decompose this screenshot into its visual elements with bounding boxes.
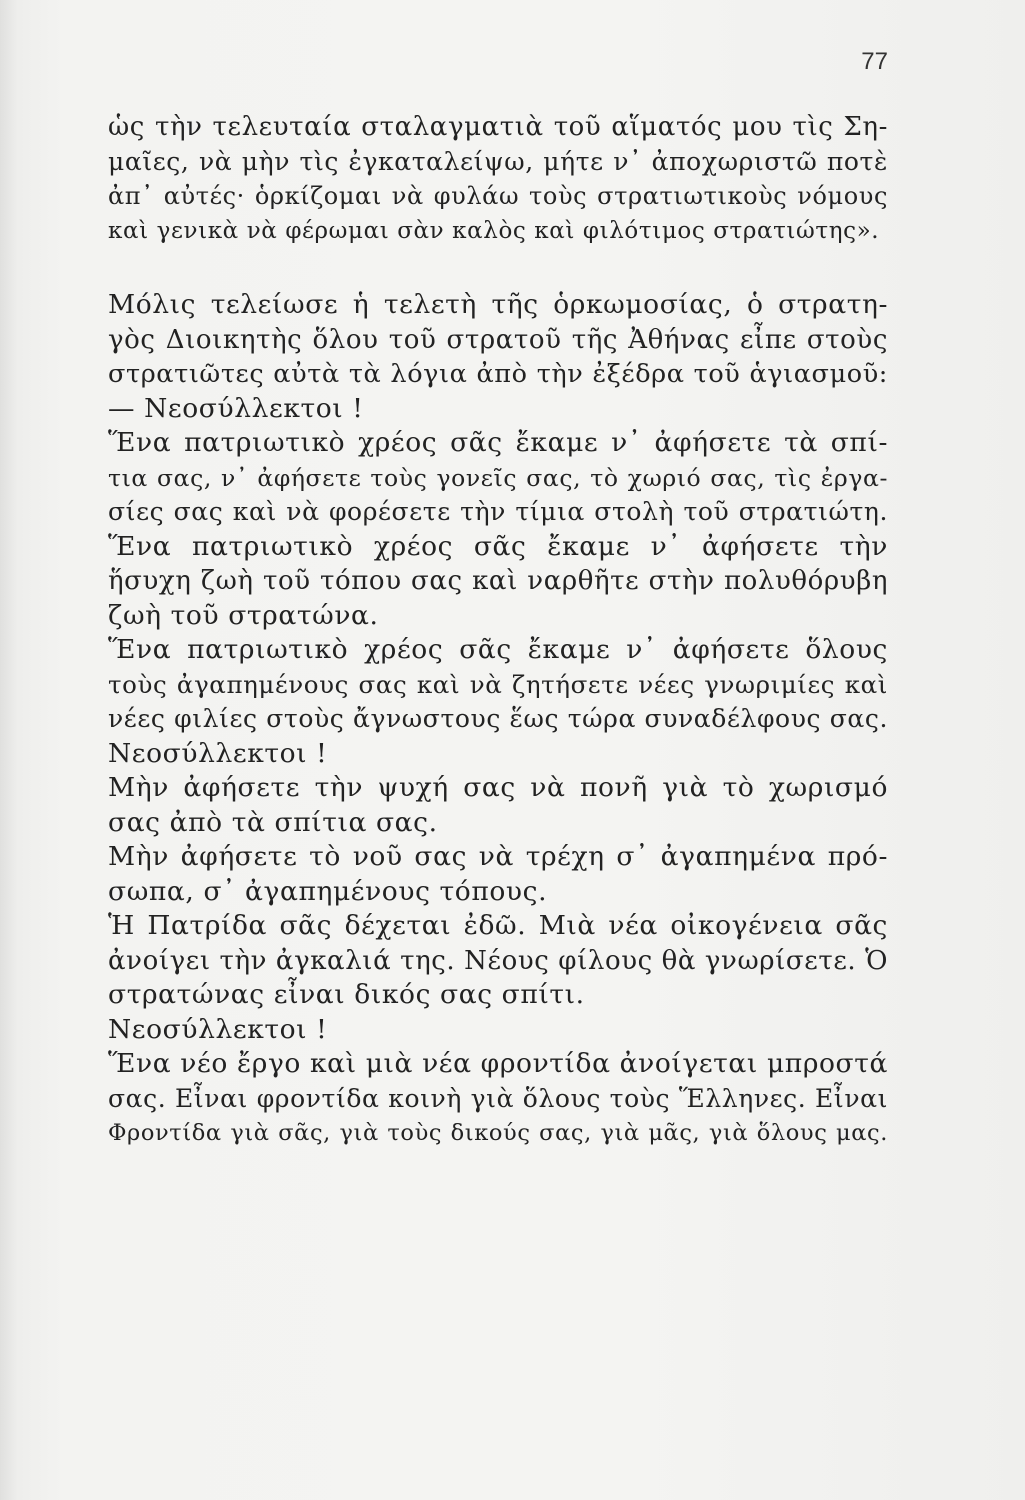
text-line: τια σας, ν᾽ ἀφήσετε τοὺς γονεῖς σας, τὸ χωριό σας, τὶς ἐργα-: [108, 463, 888, 492]
text-line: γὸς Διοικητὴς ὅλου τοῦ στρατοῦ τῆς Ἀθήνας εἶπε στοὺς: [108, 324, 888, 355]
text-line: Μὴν ἀφήσετε τὴν ψυχή σας νὰ πονῆ γιὰ τὸ χωρισμό: [108, 772, 888, 803]
text-line: σίες σας καὶ νὰ φορέσετε τὴν τίμια στολὴ τοῦ στρατιώτη.: [108, 497, 888, 526]
text-line: νέες φιλίες στοὺς ἄγνωστους ἕως τώρα συναδέλφους σας.: [108, 704, 888, 733]
text-line: σας ἀπὸ τὰ σπίτια σας.: [108, 806, 438, 838]
text-line: Ἡ Πατρίδα σᾶς δέχεται ἐδῶ. Μιὰ νέα οἰκογένεια σᾶς: [108, 910, 888, 941]
text-line: τοὺς ἀγαπημένους σας καὶ νὰ ζητήσετε νέες γνωριμίες καὶ: [108, 669, 888, 699]
text-line: Ἕνα πατριωτικὸ χρέος σᾶς ἔκαμε ν᾽ ἀφήσετε ὅλους: [108, 634, 888, 665]
text-line: Νεοσύλλεκτοι !: [108, 1013, 328, 1045]
text-line: ἥσυχη ζωὴ τοῦ τόπου σας καὶ ναρθῆτε στὴν πολυθόρυβη: [108, 566, 888, 596]
text-line: — Νεοσύλλεκτοι !: [108, 392, 364, 424]
paragraph-speech: [108, 288, 888, 1151]
text-line: καὶ γενικὰ νὰ φέρωμαι σὰν καλὸς καὶ φιλότιμος στρατιώτης».: [108, 217, 880, 244]
text-line: Μὴν ἀφήσετε τὸ νοῦ σας νὰ τρέχη σ᾽ ἀγαπημένα πρό-: [108, 841, 888, 872]
page-edge-shadow: [0, 0, 18, 1500]
text-line: Ἕνα νέο ἔργο καὶ μιὰ νέα φροντίδα ἀνοίγεται μπροστά: [108, 1048, 888, 1079]
text-line: ἀνοίγει τὴν ἀγκαλιά της. Νέους φίλους θὰ γνωρίσετε. Ὁ: [108, 945, 889, 976]
paragraph-gap: [108, 248, 888, 288]
text-line: Ἕνα πατριωτικὸ χρέος σᾶς ἔκαμε ν᾽ ἀφήσετε τὴν: [108, 530, 888, 562]
text-line: Φροντίδα γιὰ σᾶς, γιὰ τοὺς δικούς σας, γιὰ μᾶς, γιὰ ὅλους μας.: [108, 1120, 888, 1146]
text-line: στρατιῶτες αὐτὰ τὰ λόγια ἀπὸ τὴν ἐξέδρα τοῦ ἁγιασμοῦ:: [108, 359, 888, 389]
text-line: Ἕνα πατριωτικὸ χρέος σᾶς ἔκαμε ν᾽ ἀφήσετε τὰ σπί-: [108, 427, 888, 458]
text-line: ἀπ᾽ αὐτές· ὁρκίζομαι νὰ φυλάω τοὺς στρατιωτικοὺς νόμους: [108, 182, 888, 210]
page-number: 77: [861, 48, 888, 75]
text-line: Μόλις τελείωσε ἡ τελετὴ τῆς ὁρκωμοσίας, ὁ στρατη-: [108, 289, 888, 320]
body-text: [108, 110, 888, 1151]
text-line: μαῖες, νὰ μὴν τὶς ἐγκαταλείψω, μήτε ν᾽ ἀποχωριστῶ ποτὲ: [108, 146, 888, 176]
text-line: στρατώνας εἶναι δικός σας σπίτι.: [108, 979, 585, 1010]
text-line: ὡς τὴν τελευταία σταλαγματιὰ τοῦ αἵματός μου τὶς Ση-: [108, 112, 888, 142]
text-line: ζωὴ τοῦ στρατώνα.: [108, 599, 379, 631]
text-line: σας. Εἶναι φροντίδα κοινὴ γιὰ ὅλους τοὺς Ἕλληνες. Εἶναι: [108, 1083, 888, 1113]
text-line: σωπα, σ᾽ ἀγαπημένους τόπους.: [108, 875, 548, 907]
paragraph-oath-end: [108, 110, 888, 248]
text-line: Νεοσύλλεκτοι !: [108, 737, 328, 769]
